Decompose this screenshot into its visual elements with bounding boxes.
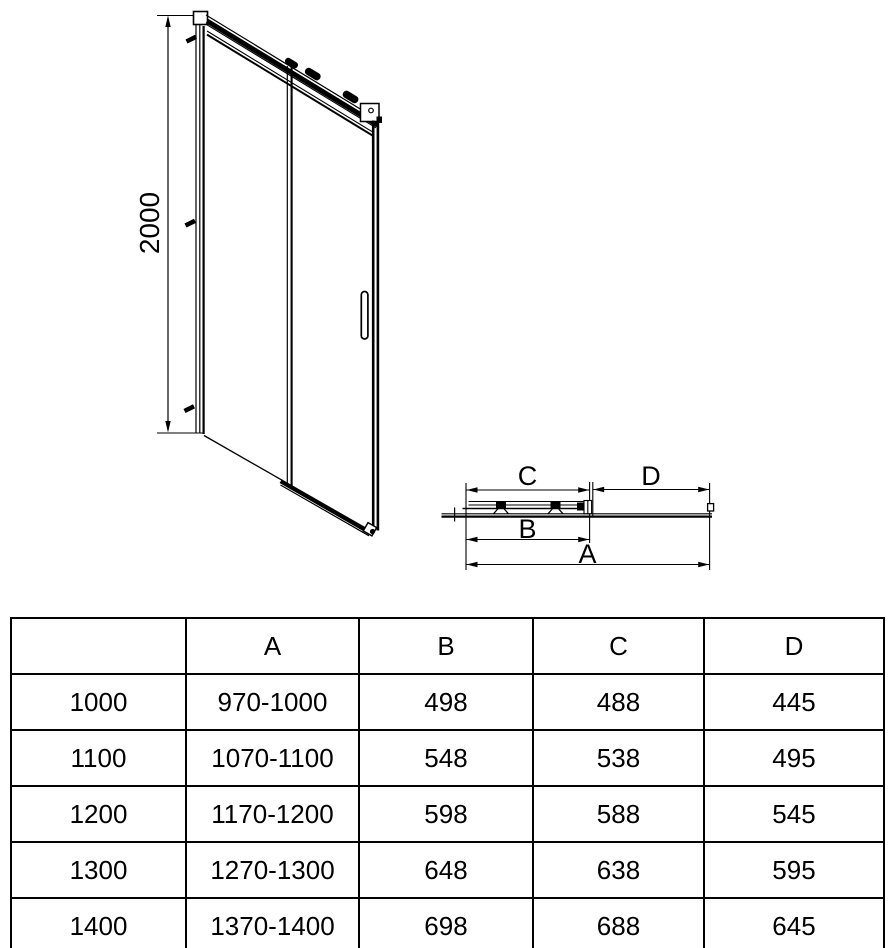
door-handle (361, 292, 368, 340)
dim-d-label: D (641, 461, 661, 491)
d-cell: 645 (704, 898, 884, 948)
a-cell: 1270-1300 (186, 842, 359, 898)
table-row (11, 730, 884, 786)
column-header-b: B (359, 618, 533, 674)
column-header-d: D (704, 618, 884, 674)
c-cell: 638 (533, 842, 704, 898)
a-cell: 1370-1400 (186, 898, 359, 948)
b-cell: 598 (359, 786, 533, 842)
wall-bracket-icon (185, 37, 197, 411)
front-view-drawing (157, 12, 382, 536)
c-cell: 588 (533, 786, 704, 842)
size-cell: 1200 (11, 786, 186, 842)
height-dimension-label: 2000 (134, 191, 165, 255)
rail-end-cap (361, 104, 383, 124)
dim-b-label: B (518, 514, 537, 544)
top-rail (206, 15, 382, 136)
left-wall-profile (185, 12, 208, 435)
column-header-a: A (186, 618, 359, 674)
dim-c-label: C (517, 461, 538, 491)
size-cell: 1100 (11, 730, 186, 786)
plan-door-assembly (442, 501, 714, 522)
d-cell: 445 (704, 674, 884, 730)
b-cell: 648 (359, 842, 533, 898)
table-row (11, 842, 884, 898)
b-cell: 698 (359, 898, 533, 948)
d-cell: 495 (704, 730, 884, 786)
b-cell: 548 (359, 730, 533, 786)
d-cell: 545 (704, 786, 884, 842)
a-cell: 970-1000 (186, 674, 359, 730)
column-header-size (11, 618, 186, 674)
size-cell: 1300 (11, 842, 186, 898)
table-row (11, 898, 884, 948)
dim-a-label: A (578, 539, 597, 569)
table-row (11, 786, 884, 842)
size-cell: 1400 (11, 898, 186, 948)
right-wall-profile (373, 121, 378, 531)
b-cell: 498 (359, 674, 533, 730)
column-header-c: C (533, 618, 704, 674)
middle-stile (287, 66, 291, 487)
d-cell: 595 (704, 842, 884, 898)
c-cell: 688 (533, 898, 704, 948)
table-header-row (11, 618, 884, 674)
a-cell: 1170-1200 (186, 786, 359, 842)
dimension-table (10, 617, 885, 948)
c-cell: 488 (533, 674, 704, 730)
a-cell: 1070-1100 (186, 730, 359, 786)
c-cell: 538 (533, 730, 704, 786)
size-cell: 1000 (11, 674, 186, 730)
bottom-rail (204, 436, 377, 536)
table-row (11, 674, 884, 730)
